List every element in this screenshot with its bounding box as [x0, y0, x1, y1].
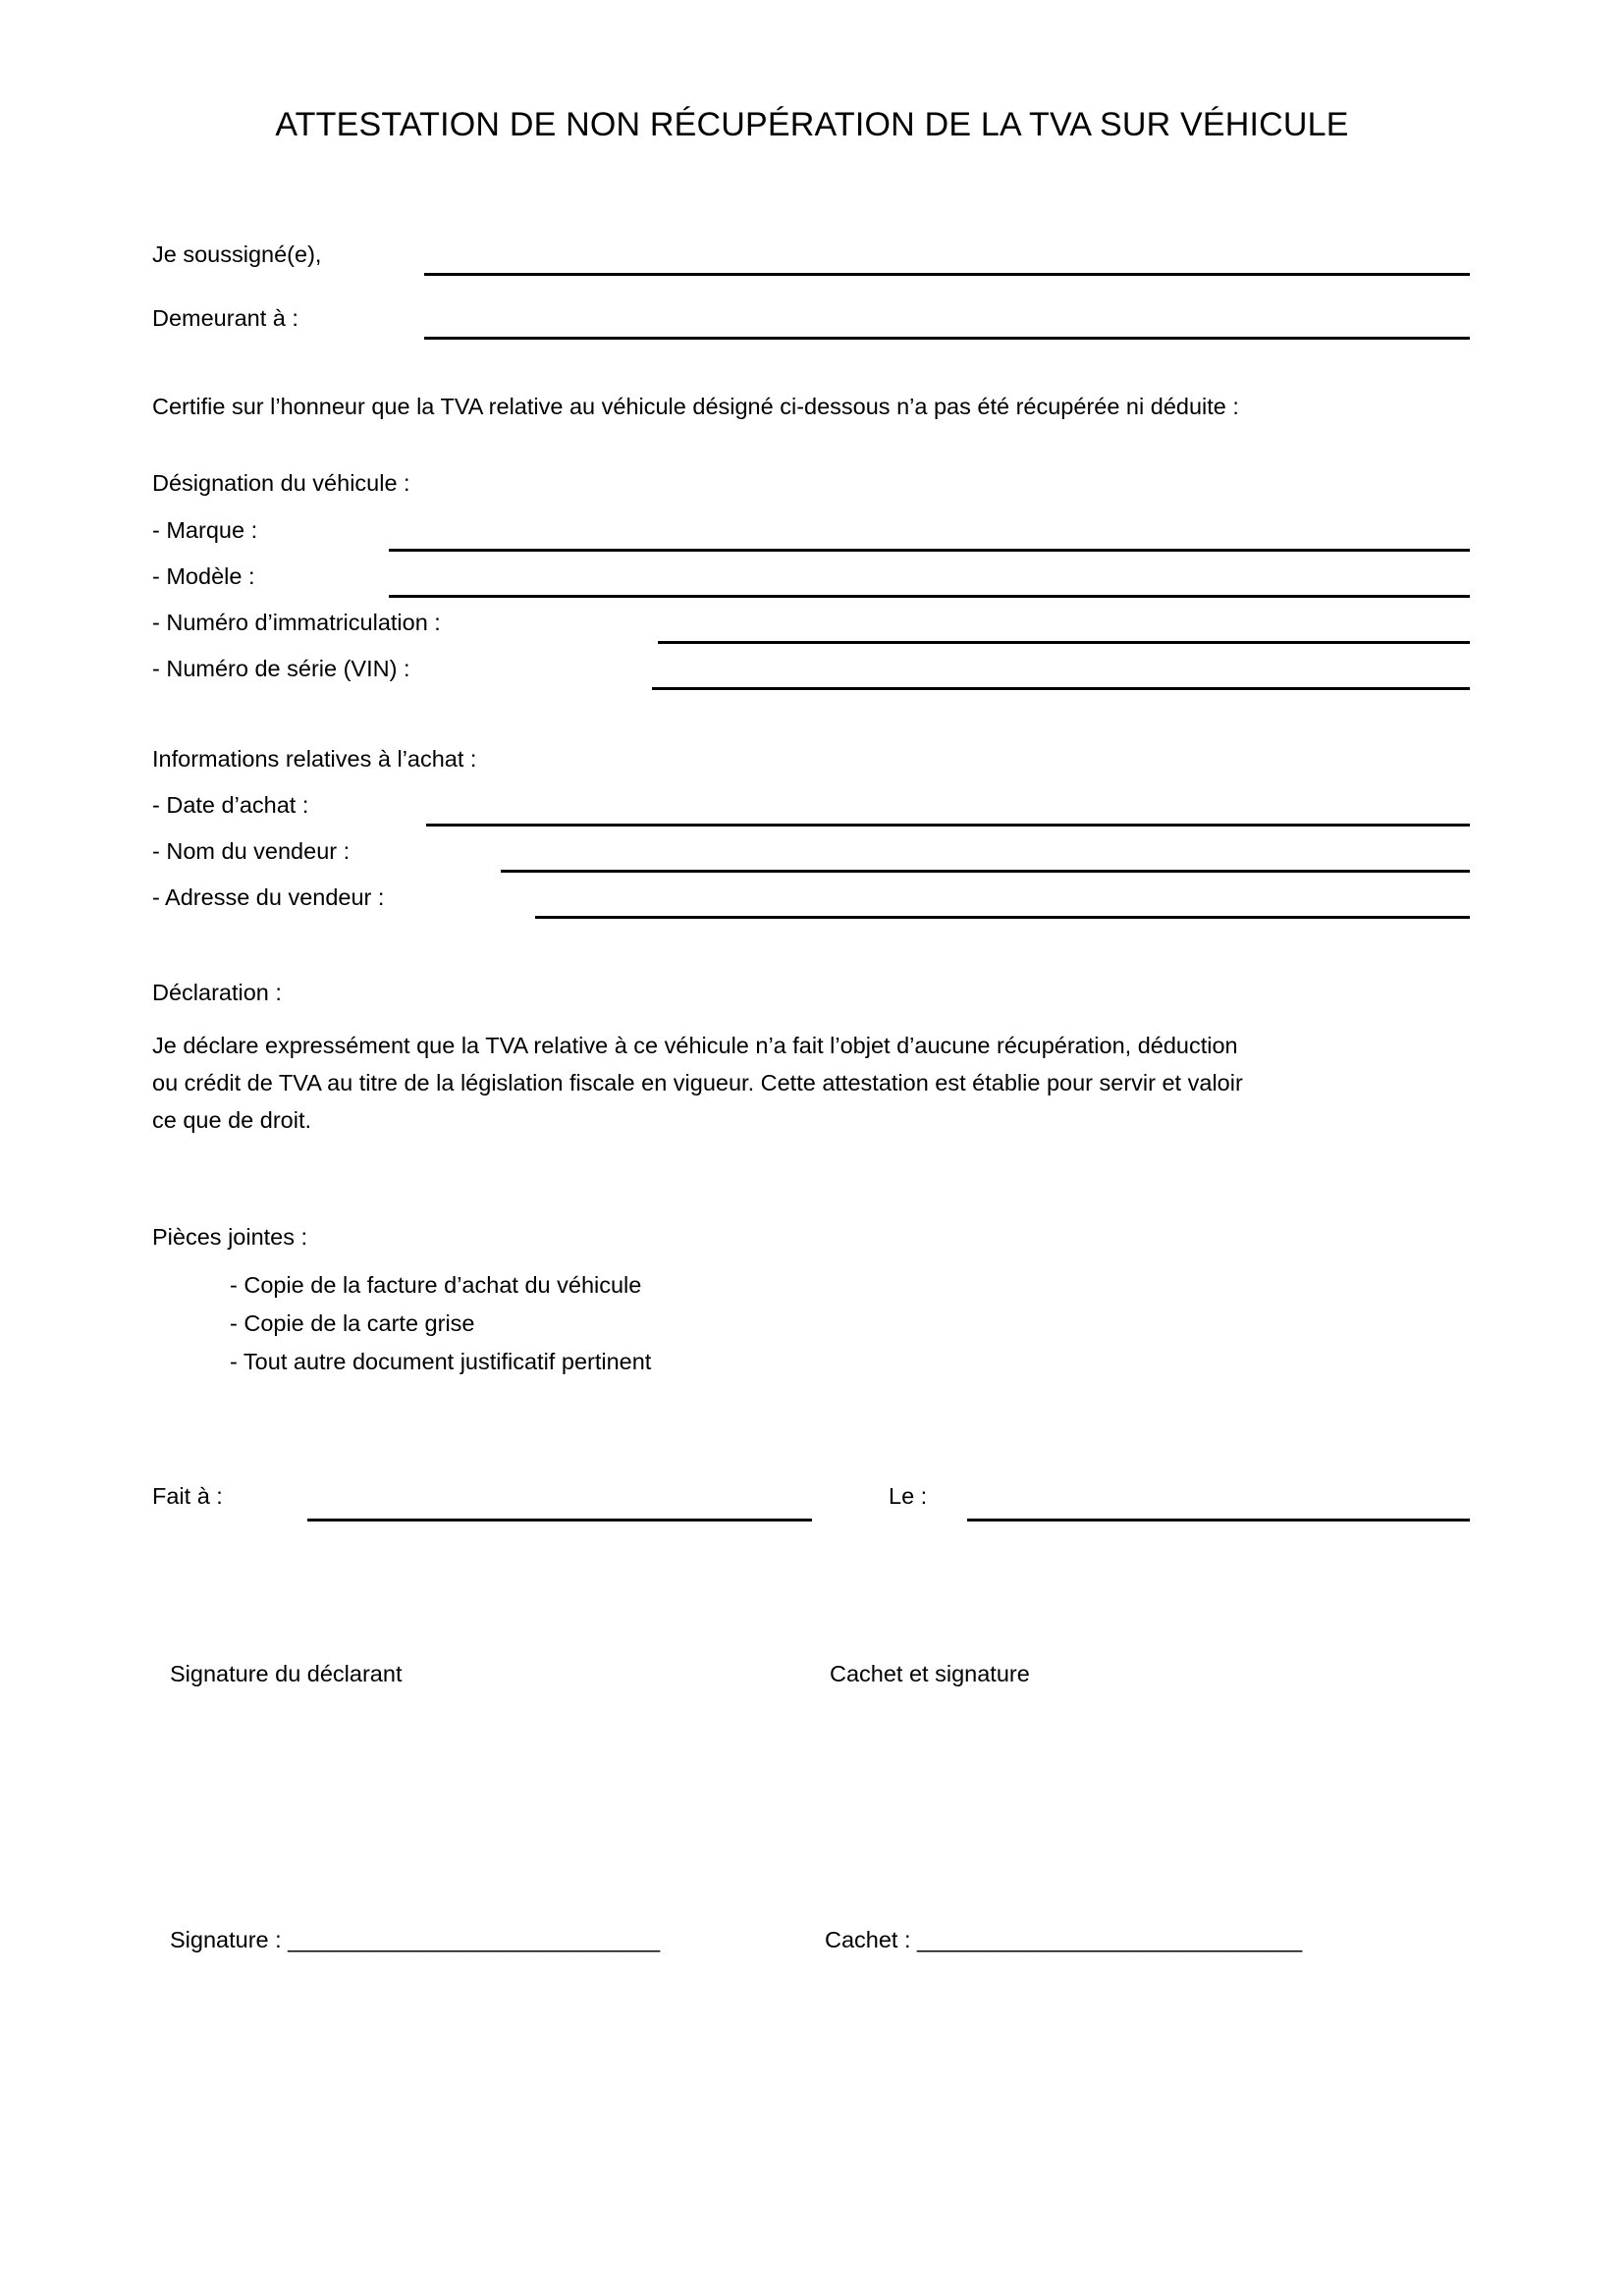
vehicle-field-blank-immatriculation[interactable] — [658, 641, 1470, 644]
purchase-field-label-vendeur-nom: - Nom du vendeur : — [152, 838, 351, 864]
stamp-field[interactable]: Cachet : ______________________________ — [825, 1927, 1303, 1952]
purchase-field-label-date: - Date d’achat : — [152, 792, 309, 818]
purchase-heading: Informations relatives à l’achat : — [152, 746, 477, 772]
list-item: - Copie de la facture d’achat du véhicule — [230, 1272, 642, 1298]
place-label: Fait à : — [152, 1483, 223, 1509]
vehicle-heading: Désignation du véhicule : — [152, 470, 410, 496]
declaration-heading: Déclaration : — [152, 980, 282, 1005]
residing-blank[interactable] — [424, 337, 1470, 340]
undersigned-blank[interactable] — [424, 273, 1470, 276]
undersigned-label: Je soussigné(e), — [152, 241, 322, 267]
date-blank[interactable] — [967, 1519, 1470, 1522]
declaration-body — [152, 1027, 1473, 1139]
purchase-field-label-vendeur-adresse: - Adresse du vendeur : — [152, 884, 385, 910]
list-item: - Copie de la carte grise — [230, 1310, 475, 1336]
residing-label: Demeurant à : — [152, 305, 298, 331]
vehicle-field-label-marque: - Marque : — [152, 517, 258, 543]
vehicle-field-blank-vin[interactable] — [652, 687, 1470, 690]
vehicle-field-blank-marque[interactable] — [389, 549, 1470, 552]
certification-statement: Certifie sur l’honneur que la TVA relative au véhicule désigné ci-dessous n’a pas été récupérée ni déduite : — [152, 394, 1239, 419]
declaration-line: ce que de droit. — [152, 1107, 311, 1133]
signature-field[interactable]: Signature : _____________________________ — [170, 1927, 661, 1952]
attachments-heading: Pièces jointes : — [152, 1224, 308, 1250]
place-blank[interactable] — [307, 1519, 812, 1522]
page-title: ATTESTATION DE NON RÉCUPÉRATION DE LA TVA SUR VÉHICULE — [275, 106, 1349, 143]
declaration-line: ou crédit de TVA au titre de la législation fiscale en vigueur. Cette attestation est établie pour servir et valoir — [152, 1070, 1243, 1095]
purchase-field-blank-vendeur-adresse[interactable] — [535, 916, 1470, 919]
purchase-field-blank-vendeur-nom[interactable] — [501, 870, 1470, 873]
declarant-signature-caption: Signature du déclarant — [170, 1661, 403, 1686]
vehicle-field-blank-modele[interactable] — [389, 595, 1470, 598]
stamp-signature-caption: Cachet et signature — [830, 1661, 1030, 1686]
purchase-field-blank-date[interactable] — [426, 824, 1470, 827]
vehicle-field-label-modele: - Modèle : — [152, 563, 255, 589]
vehicle-field-label-vin: - Numéro de série (VIN) : — [152, 656, 410, 681]
declaration-line: Je déclare expressément que la TVA relative à ce véhicule n’a fait l’objet d’aucune récupération, déduction — [152, 1033, 1238, 1058]
date-label: Le : — [889, 1483, 928, 1509]
vehicle-field-label-immatriculation: - Numéro d’immatriculation : — [152, 610, 441, 635]
list-item: - Tout autre document justificatif pertinent — [230, 1349, 652, 1374]
